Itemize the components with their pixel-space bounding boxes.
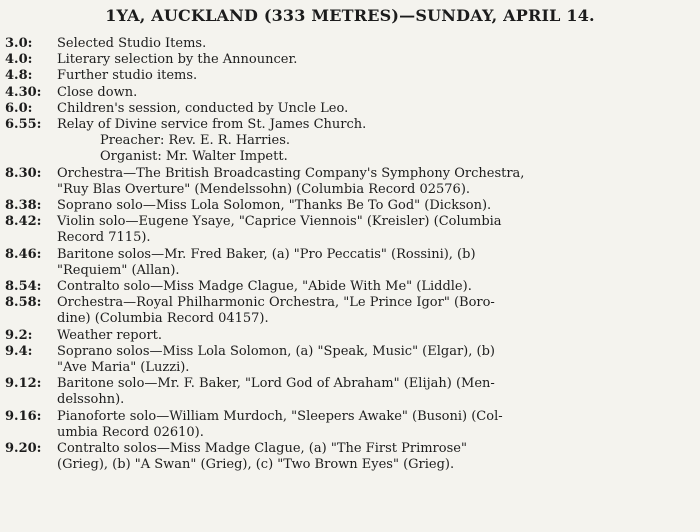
entry-text-continuation: umbia Record 02610). bbox=[57, 424, 204, 440]
programme-entry bbox=[0, 295, 700, 327]
programme-entry bbox=[0, 68, 700, 84]
entry-time: 8.38: bbox=[5, 198, 42, 214]
entry-text-continuation: "Ruy Blas Overture" (Mendelssohn) (Columbia Record 02576). bbox=[57, 181, 471, 197]
entry-time: 4.30: bbox=[5, 84, 42, 100]
entry-text-continuation: Record 7115). bbox=[57, 230, 151, 246]
entry-time: 9.16: bbox=[5, 408, 42, 424]
entry-text: Literary selection by the Announcer. bbox=[57, 52, 298, 68]
entry-time: 4.0: bbox=[5, 52, 33, 68]
programme-entry bbox=[0, 85, 700, 101]
entry-text: Pianoforte solo—William Murdoch, "Sleepers Awake" (Busoni) (Col- bbox=[57, 408, 503, 424]
entry-time: 9.12: bbox=[5, 376, 42, 392]
entry-text: Baritone solos—Mr. Fred Baker, (a) "Pro Peccatis" (Rossini), (b) bbox=[57, 246, 476, 262]
entry-time: 3.0: bbox=[5, 36, 33, 51]
entry-text: Contralto solo—Miss Madge Clague, "Abide With Me" (Liddle). bbox=[57, 279, 472, 295]
programme-entry bbox=[0, 376, 700, 408]
entry-time: 4.8: bbox=[5, 68, 33, 84]
programme-list bbox=[0, 36, 700, 473]
entry-time: 6.55: bbox=[5, 117, 42, 133]
entry-text: Orchestra—The British Broadcasting Company's Symphony Orchestra, bbox=[57, 165, 525, 181]
entry-time: 8.42: bbox=[5, 214, 42, 230]
entry-time: 9.20: bbox=[5, 441, 42, 457]
programme-entry bbox=[0, 36, 700, 52]
entry-time: 8.54: bbox=[5, 279, 42, 295]
programme-entry bbox=[0, 166, 700, 198]
entry-text: Violin solo—Eugene Ysaye, "Caprice Viennois" (Kreisler) (Columbia bbox=[57, 214, 502, 230]
programme-entry bbox=[0, 52, 700, 68]
entry-text: Orchestra—Royal Philharmonic Orchestra, "Le Prince Igor" (Boro- bbox=[57, 295, 495, 311]
entry-text-continuation: "Requiem" (Allan). bbox=[57, 262, 180, 278]
entry-text: Children's session, conducted by Uncle Leo. bbox=[57, 100, 349, 116]
entry-text-continuation: delssohn). bbox=[57, 392, 125, 408]
entry-time: 6.0: bbox=[5, 100, 33, 116]
programme-entry bbox=[0, 117, 700, 166]
entry-text: Selected Studio Items. bbox=[57, 36, 207, 51]
entry-text-continuation: "Ave Maria" (Luzzi). bbox=[57, 360, 190, 376]
entry-time: 8.58: bbox=[5, 295, 42, 311]
entry-text: Soprano solo—Miss Lola Solomon, "Thanks Be To God" (Dickson). bbox=[57, 198, 492, 214]
programme-entry bbox=[0, 344, 700, 376]
entry-text: Contralto solos—Miss Madge Clague, (a) "The First Primrose" bbox=[57, 441, 467, 457]
station-heading: 1YA, AUCKLAND (333 METRES)—SUNDAY, APRIL 14. bbox=[105, 6, 595, 25]
entry-text: Baritone solo—Mr. F. Baker, "Lord God of Abraham" (Elijah) (Men- bbox=[57, 376, 495, 392]
programme-entry bbox=[0, 279, 700, 295]
programme-entry bbox=[0, 247, 700, 279]
programme-entry bbox=[0, 441, 700, 473]
programme-entry bbox=[0, 101, 700, 117]
programme-entry bbox=[0, 409, 700, 441]
entry-text-continuation: Organist: Mr. Walter Impett. bbox=[100, 149, 288, 165]
entry-text: Soprano solos—Miss Lola Solomon, (a) "Speak, Music" (Elgar), (b) bbox=[57, 343, 495, 359]
entry-time: 9.4: bbox=[5, 343, 33, 359]
entry-text: Relay of Divine service from St. James Church. bbox=[57, 117, 367, 133]
programme-entry bbox=[0, 198, 700, 214]
entry-text: Close down. bbox=[57, 84, 138, 100]
programme-entry bbox=[0, 328, 700, 344]
entry-text: Weather report. bbox=[57, 327, 163, 343]
entry-time: 8.30: bbox=[5, 165, 42, 181]
entry-text-continuation: dine) (Columbia Record 04157). bbox=[57, 311, 269, 327]
entry-time: 9.2: bbox=[5, 327, 33, 343]
entry-time: 8.46: bbox=[5, 246, 42, 262]
entry-text-continuation: Preacher: Rev. E. R. Harries. bbox=[100, 133, 291, 149]
programme-entry bbox=[0, 214, 700, 246]
entry-text-continuation: (Grieg), (b) "A Swan" (Grieg), (c) "Two Brown Eyes" (Grieg). bbox=[57, 457, 455, 473]
entry-text: Further studio items. bbox=[57, 68, 198, 84]
